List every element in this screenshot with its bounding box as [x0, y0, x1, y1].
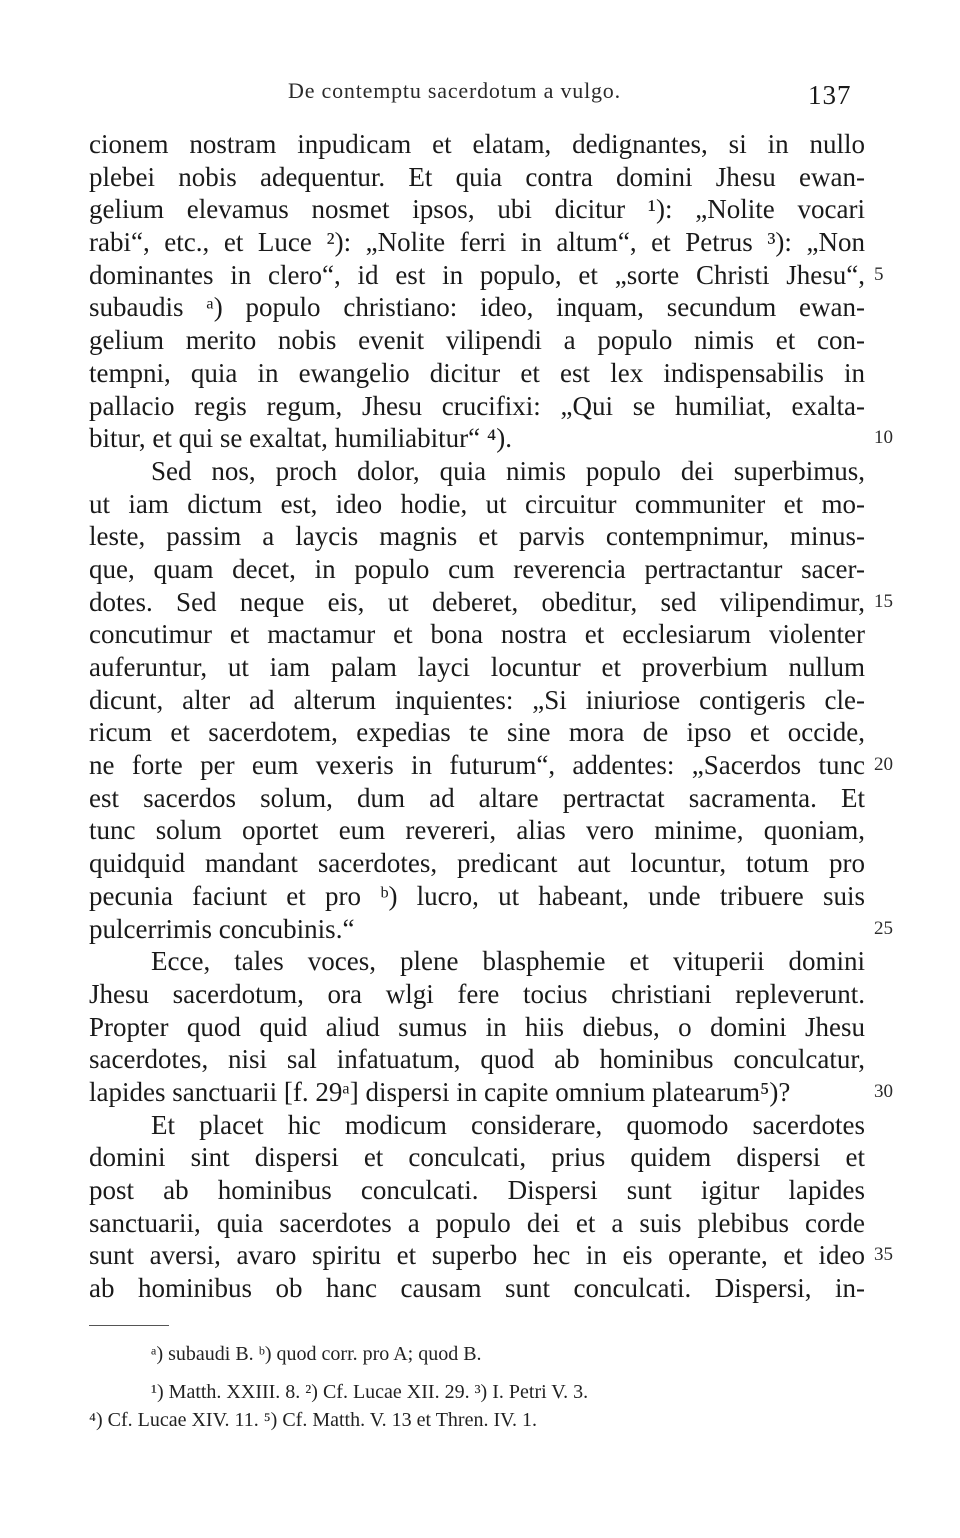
- text-line: Jhesu sacerdotum, ora wlgi fere tocius christiani repleverunt.: [89, 978, 865, 1009]
- text-line: dotes. Sed neque eis, ut deberet, obeditur, sed vilipendimur, 15: [89, 586, 893, 617]
- text-line: est sacerdos solum, dum ad altare pertractat sacramenta. Et: [89, 782, 865, 813]
- text-line: ne forte per eum vexeris in futurum“, addentes: „Sacerdos tunc 20: [89, 750, 893, 781]
- text-line: leste, passim a laycis magnis et parvis contempnimur, minus-: [89, 521, 865, 552]
- text-line: cionem nostram inpudicam et elatam, dedignantes, si in nullo: [89, 129, 865, 159]
- main-text: [89, 128, 893, 1305]
- text-line: domini sint dispersi et conculcati, prius quidem dispersi et: [89, 1142, 865, 1173]
- text-line: bitur, et qui se exaltat, humiliabitur“ ⁴). 10: [89, 423, 893, 454]
- text-line: tempni, quia in ewangelio dicitur et est lex indispensabilis in: [89, 357, 865, 388]
- text-line: sacerdotes, nisi sal infatuatum, quod ab hominibus conculcatur,: [89, 1044, 865, 1075]
- source-notes: ⁴) Cf. Lucae XIV. 11. ⁵) Cf. Matth. V. 13 et Thren. IV. 1.: [89, 1409, 537, 1431]
- line-number: 15: [874, 590, 893, 612]
- variant-notes: ᵃ) subaudi B. ᵇ) quod corr. pro A; quod B.: [151, 1343, 482, 1365]
- text-line: pecunia faciunt et pro ᵇ) lucro, ut habeant, unde tribuere suis: [89, 880, 865, 911]
- text-line: sunt aversi, avaro spiritu et superbo hec in eis operante, et ideo 35: [89, 1240, 893, 1271]
- source-notes: ¹) Matth. XXIII. 8. ²) Cf. Lucae XII. 29. ³) I. Petri V. 3.: [151, 1381, 589, 1403]
- page-number: 137: [808, 80, 852, 110]
- text-line: gelium elevamus nosmet ipsos, ubi dicitur ¹): „Nolite vocari: [89, 194, 865, 225]
- text-line: tunc solum oportet eum revereri, alias vero minime, quoniam,: [89, 815, 865, 846]
- text-line: Propter quod quid aliud sumus in hiis diebus, o domini Jhesu: [89, 1011, 865, 1042]
- text-line: concutimur et mactamur et bona nostra et ecclesiarum violenter: [89, 619, 865, 650]
- text-line: Sed nos, proch dolor, quia nimis populo dei superbimus,: [151, 455, 865, 486]
- text-line: pulcerrimis concubinis.“ 25: [89, 913, 893, 944]
- text-line: gelium merito nobis evenit vilipendi a populo nimis et con-: [89, 325, 865, 356]
- text-line: post ab hominibus conculcati. Dispersi sunt igitur lapides: [89, 1175, 865, 1205]
- footnote-rule: [89, 1325, 169, 1326]
- text-line: pallacio regis regum, Jhesu crucifixi: „Qui se humiliat, exalta-: [89, 390, 865, 421]
- line-number: 30: [874, 1080, 893, 1102]
- text-line: ut iam dictum est, ideo hodie, ut circuitur communiter et mo-: [89, 488, 865, 519]
- line-number: 5: [874, 263, 884, 285]
- text-line: subaudis ᵃ) populo christiano: ideo, inquam, secundum ewan-: [89, 292, 865, 323]
- text-line: quidquid mandant sacerdotes, predicant aut locuntur, totum pro: [89, 848, 865, 879]
- text-line: plebei nobis adequentur. Et quia contra domini Jhesu ewan-: [89, 161, 865, 192]
- text-line: rabi“, etc., et Luce ²): „Nolite ferri in altum“, et Petrus ³): „Non: [89, 227, 865, 258]
- running-header: [0, 78, 960, 118]
- text-line: ricum et sacerdotem, expedias te sine mora de ipso et occide,: [89, 717, 865, 748]
- line-number: 25: [874, 917, 893, 939]
- text-line: que, quam decet, in populo cum reverencia pertractantur sacer-: [89, 553, 865, 584]
- text-line: dominantes in clero“, id est in populo, et „sorte Christi Jhesu“, 5: [89, 259, 884, 290]
- text-line: Ecce, tales voces, plene blasphemie et vituperii domini: [151, 946, 865, 977]
- text-line: dicunt, alter ad alterum inquientes: „Si iniuriose contigeris cle-: [89, 684, 865, 715]
- line-number: 10: [874, 427, 893, 449]
- text-line: auferuntur, ut iam palam layci locuntur et proverbium nullum: [89, 652, 865, 682]
- text-line: Et placet hic modicum considerare, quomodo sacerdotes: [151, 1109, 865, 1140]
- text-line: lapides sanctuarii [f. 29ᵃ] dispersi in capite omnium platearum⁵)? 30: [89, 1076, 893, 1107]
- text-line: sanctuarii, quia sacerdotes a populo dei et a suis plebibus corde: [89, 1207, 865, 1238]
- line-number: 35: [874, 1244, 893, 1266]
- line-number: 20: [874, 754, 893, 776]
- running-title: De contemptu sacerdotum a vulgo.: [288, 78, 621, 103]
- text-line: ab hominibus ob hanc causam sunt conculcati. Dispersi, in-: [89, 1273, 865, 1304]
